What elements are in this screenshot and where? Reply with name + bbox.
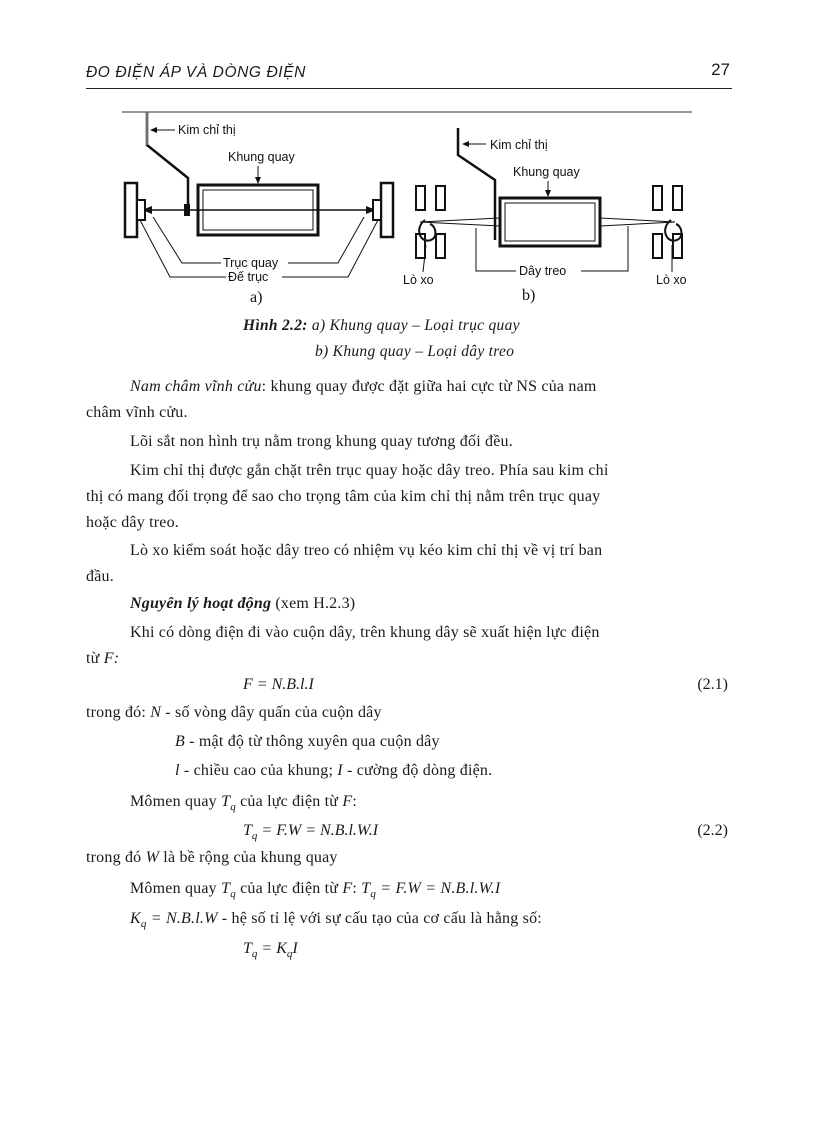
equation-2-1: F = N.B.l.I — [243, 676, 314, 693]
symbol: W — [145, 849, 160, 866]
symbol: q — [251, 830, 258, 843]
label-b-spring-right: Lò xo — [656, 273, 687, 287]
symbol: q — [251, 948, 258, 961]
label-b-sub: b) — [522, 287, 536, 304]
symbol: = F.W = N.B.l.W.I — [257, 822, 379, 839]
text: - số vòng dây quấn của cuộn dây — [161, 704, 382, 721]
text: trong đó — [86, 849, 146, 866]
label-b-wire: Dây treo — [519, 264, 567, 278]
symbol: l — [175, 762, 180, 779]
diagram-b — [403, 128, 687, 304]
text: của lực điện từ — [235, 880, 343, 897]
symbol: q — [370, 888, 377, 901]
symbol: T — [243, 940, 252, 957]
paragraph-text: hoặc dây treo. — [86, 514, 179, 531]
frame-b — [500, 198, 600, 246]
symbol: = F.W = N.B.l.W.I — [376, 880, 501, 897]
text: Mômen quay — [130, 880, 222, 897]
paragraph-text: Kim chỉ thị được gắn chặt trên trục quay hoặc dây treo. Phía sau kim chỉ — [130, 462, 609, 479]
diagram-a — [125, 112, 393, 306]
symbol: F — [342, 793, 353, 810]
paragraph-force — [86, 620, 732, 672]
symbol: T — [221, 880, 231, 897]
text: - cường độ dòng điện. — [342, 762, 493, 779]
symbol: B — [175, 733, 185, 750]
text: - hệ số tỉ lệ với sự cấu tạo của cơ cấu là hằng số: — [217, 910, 542, 927]
text: của lực điện từ — [235, 793, 343, 810]
text: - mật độ từ thông xuyên qua cuộn dây — [184, 733, 440, 750]
symbol: q — [140, 918, 147, 931]
where-B — [175, 729, 735, 755]
paragraph-text: Lò xo kiểm soát hoặc dây treo có nhiệm vụ kéo kim chỉ thị về vị trí ban — [130, 542, 603, 559]
caption-prefix: Hình 2.2: — [243, 317, 308, 334]
header-title: ĐO ĐIỆN ÁP VÀ DÒNG ĐIỆN — [86, 64, 306, 81]
paragraph-principle — [86, 591, 732, 617]
page-header — [86, 60, 732, 89]
symbol: I — [292, 940, 298, 957]
caption-line1: a) Khung quay – Loại trục quay — [307, 317, 520, 334]
label-a-shaft: Trục quay — [223, 256, 279, 270]
symbol: q — [230, 888, 236, 901]
caption-line2: b) Khung quay – Loại dây treo — [315, 343, 515, 360]
label-a-needle: Kim chỉ thị — [178, 123, 236, 137]
label-a-frame: Khung quay — [228, 150, 295, 164]
figure-caption-line1 — [0, 317, 816, 335]
where-W — [86, 845, 732, 871]
symbol: = K — [257, 940, 287, 957]
term-magnet: Nam châm vĩnh cửu — [130, 378, 262, 395]
symbol: I — [337, 762, 343, 779]
label-a-sub: a) — [250, 289, 263, 306]
moment-equation-line — [86, 876, 732, 907]
paragraph-text: Khi có dòng điện đi vào cuộn dây, trên khung dây sẽ xuất hiện lực điện — [130, 624, 600, 641]
paragraph-magnet — [86, 374, 732, 426]
kq-definition — [86, 906, 732, 937]
label-b-frame: Khung quay — [513, 165, 580, 179]
figure-caption-line2 — [0, 343, 816, 361]
equation-2-2-number: (2.2) — [697, 822, 728, 839]
symbol: q — [286, 948, 293, 961]
paragraph-text: châm vĩnh cửu. — [86, 404, 188, 421]
symbol: T — [243, 822, 252, 839]
paragraph-text: (xem H.2.3) — [271, 595, 356, 612]
moment-intro — [86, 789, 732, 820]
paragraph-spring — [86, 538, 732, 590]
symbol: = N.B.l.W — [146, 910, 218, 927]
pivot-right — [381, 183, 393, 237]
label-b-needle: Kim chỉ thị — [490, 138, 548, 152]
text: : — [352, 793, 358, 810]
page-number: 27 — [711, 60, 730, 79]
paragraph-text: F: — [103, 650, 120, 667]
paragraph-core: Lõi sắt non hình trụ nằm trong khung quay tương đối đều. — [130, 433, 513, 450]
figure-2-2 — [120, 100, 710, 310]
symbol: T — [361, 880, 371, 897]
equation-2-2 — [243, 822, 378, 842]
symbol: N — [150, 704, 162, 721]
paragraph-text: đầu. — [86, 568, 114, 585]
text: - chiều cao của khung; — [179, 762, 338, 779]
paragraph-text: thị có mang đối trọng để sao cho trọng tâm của kim chỉ thị nằm trên trục quay — [86, 488, 601, 505]
label-a-pivot: Đế trục — [228, 270, 269, 284]
paragraph-text: từ — [86, 650, 104, 667]
frame-diagram — [120, 100, 710, 310]
symbol: q — [230, 801, 236, 814]
text: trong đó: — [86, 704, 151, 721]
equation-2-1-number: (2.1) — [697, 676, 728, 693]
paragraph-text: : khung quay được đặt giữa hai cực từ NS của nam — [261, 378, 597, 395]
text: : — [352, 880, 362, 897]
symbol: K — [130, 910, 141, 927]
term-principle: Nguyên lý hoạt động — [130, 595, 272, 612]
symbol: F — [342, 880, 353, 897]
equation-tq-kq — [243, 940, 298, 960]
where-l-I — [175, 758, 735, 784]
text: là bề rộng của khung quay — [159, 849, 338, 866]
text: Mômen quay — [130, 793, 222, 810]
label-b-spring-left: Lò xo — [403, 273, 434, 287]
symbol: T — [221, 793, 231, 810]
where-N — [86, 700, 732, 726]
pivot-left — [125, 183, 137, 237]
paragraph-needle — [86, 458, 732, 536]
